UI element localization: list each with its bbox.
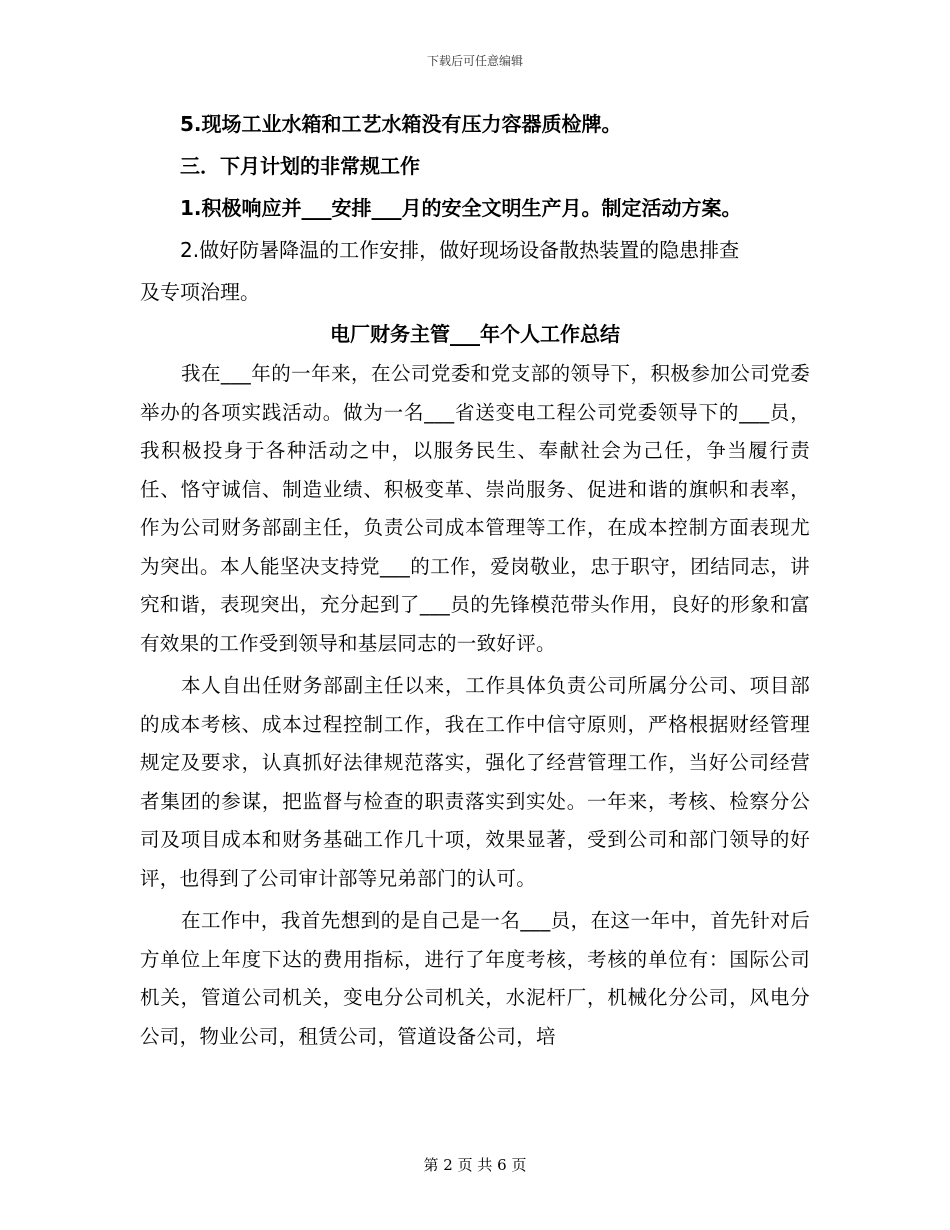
page-number-footer: 第 2 页 共 6 页 (423, 1156, 527, 1174)
plan-item-2-line-2: 及专项治理。 (140, 280, 260, 304)
page-header-note: 下载后可任意编辑 (426, 54, 523, 68)
section-3-heading: 三．下月计划的非常规工作 (180, 154, 420, 178)
item-5-line: 5.现场工业水箱和工艺水箱没有压力容器质检牌。 (180, 112, 622, 136)
plan-item-1: 1.积极响应并___安排___月的安全文明生产月。制定活动方案。 (180, 196, 742, 220)
article-paragraph-3: 在工作中，我首先想到的是自己是一名___员，在这一年中，首先针对后方单位上年度下达的费用指标，进行了年度考核，考核的单位有：国际公司机关，管道公司机关，变电分公司机关，水泥杆厂，机械化分公司，风电分公司，物业公司，租赁公司，管道设备公司，培 (140, 909, 810, 1048)
plan-item-2-line-1: 2.做好防暑降温的工作安排，做好现场设备散热装置的隐患排查 (180, 238, 740, 262)
article-paragraph-1: 我在___年的一年来，在公司党委和党支部的领导下，积极参加公司党委举办的各项实践活动。做为一名___省送变电工程公司党委领导下的___员，我积极投身于各种活动之中，以服务民生、奉献社会为己任，争当履行责任、恪守诚信、制造业绩、积极变革、崇尚服务、促进和谐的旗帜和表率，作为公司财务部副主任，负责公司成本管理等工作，在成本控制方面表现尤为突出。本人能坚决支持党___的工作，爱岗敬业，忠于职守，团结同志，讲究和谐，表现突出，充分起到了___员的先锋模范带头作用，良好的形象和富有效果的工作受到领导和基层同志的一致好评。 (140, 362, 810, 655)
document-body (140, 103, 810, 1056)
article-paragraph-2: 本人自出任财务部副主任以来，工作具体负责公司所属分公司、项目部的成本考核、成本过程控制工作，我在工作中信守原则，严格根据财经管理规定及要求，认真抓好法律规范落实，强化了经营管理工作，当好公司经营者集团的参谋，把监督与检查的职责落实到实处。一年来，考核、检察分公司及项目成本和财务基础工作几十项，效果显著，受到公司和部门领导的好评，也得到了公司审计部等兄弟部门的认可。 (140, 674, 810, 890)
article-title: 电厂财务主管___年个人工作总结 (330, 322, 620, 346)
